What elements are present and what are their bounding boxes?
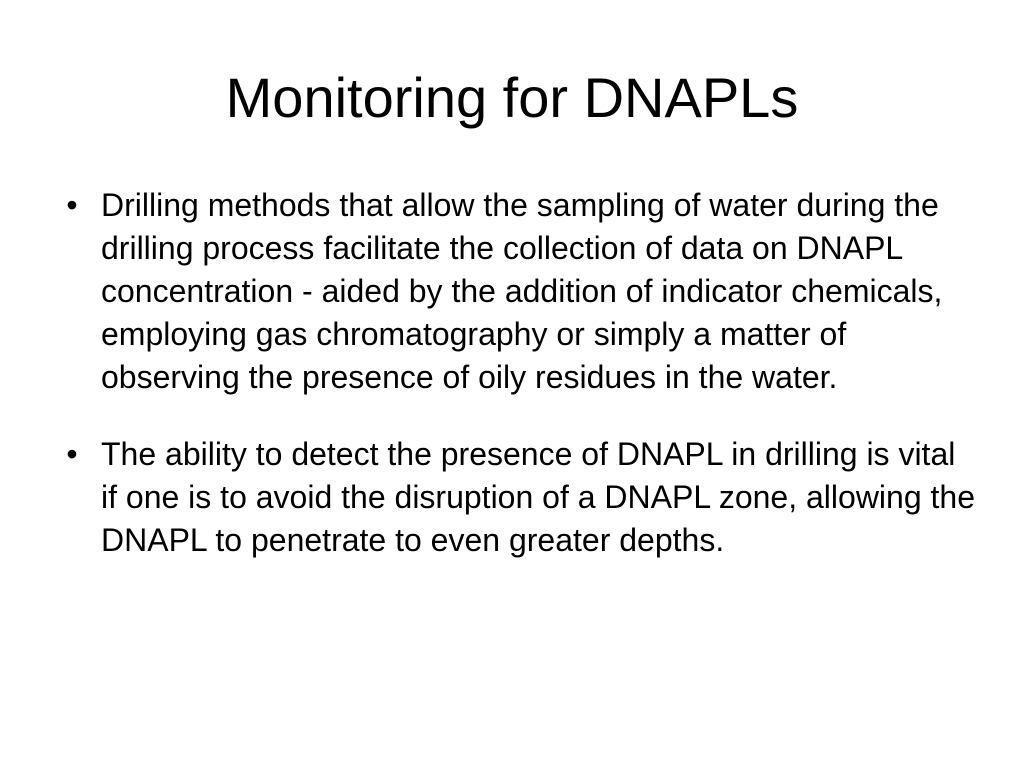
bullet-marker: • — [66, 187, 78, 223]
bullet-text: Drilling methods that allow the sampling of water during the drilling process facilitate the collection of data on DNAPL concentration - aided by the addition of indicator chemicals, employing gas chromatography or simply a matter of observing the presence of oily residues in the water. — [101, 187, 943, 395]
bullet-item — [57, 184, 977, 399]
bullet-marker: • — [66, 436, 78, 472]
bullet-item — [57, 433, 977, 562]
bullet-text: The ability to detect the presence of DNAPL in drilling is vital if one is to avoid the disruption of a DNAPL zone, allowing the DNAPL to penetrate to even greater depths. — [101, 436, 975, 558]
slide-title: Monitoring for DNAPLs — [225, 66, 799, 129]
bullet-list — [57, 184, 977, 596]
